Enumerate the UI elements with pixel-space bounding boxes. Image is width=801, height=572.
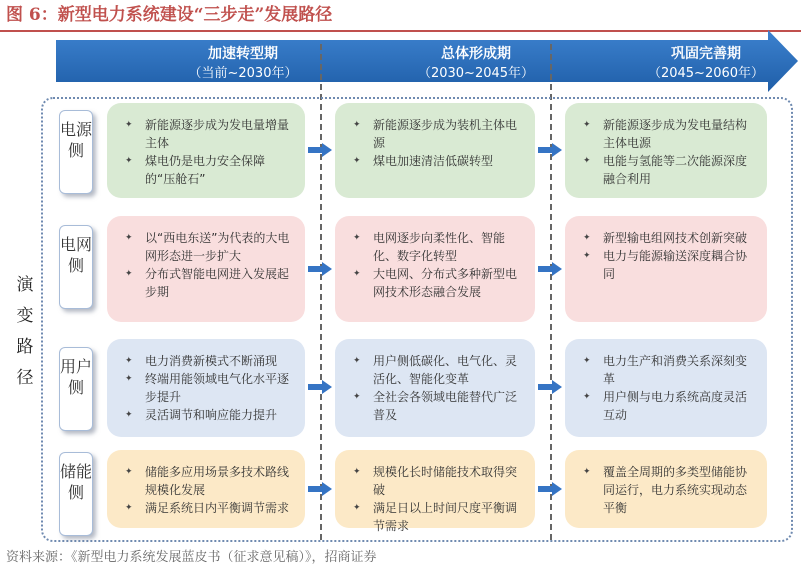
arrow-right-icon [308, 262, 332, 276]
list-item: ✦ 大电网、分布式多种新型电网技术形态融合发展 [351, 265, 521, 301]
list-item: ✦ 新能源逐步成为发电量增量主体 [123, 116, 291, 152]
cell-user-phase2 [335, 339, 535, 437]
cell-user-phase1 [107, 339, 305, 437]
list-item: ✦ 电网逐步向柔性化、智能化、数字化转型 [351, 229, 521, 265]
cell-grid-phase2 [335, 216, 535, 322]
phase-3 [616, 44, 796, 84]
cell-storage-phase3 [565, 450, 767, 528]
cell-grid-phase3 [565, 216, 767, 322]
list-item: ✦ 分布式智能电网进入发展起步期 [123, 265, 291, 301]
list-item: ✦ 煤电仍是电力安全保障的“压舱石” [123, 152, 291, 188]
cell-power-source-phase2 [335, 103, 535, 198]
list-item: ✦ 新能源逐步成为发电量结构主体电源 [581, 116, 753, 152]
phase-2-period: （2030~2045年） [417, 66, 535, 81]
list-item: ✦ 新型输电组网技术创新突破 [581, 229, 753, 247]
list-item: ✦ 全社会各领域电能替代广泛普及 [351, 388, 521, 424]
cell-storage-phase1 [107, 450, 305, 528]
phase-1-name: 加速转型期 [208, 46, 278, 62]
cell-power-source-phase1 [107, 103, 305, 198]
cell-grid-phase1 [107, 216, 305, 322]
list-item: ✦ 用户侧与电力系统高度灵活互动 [581, 388, 753, 424]
list-item: ✦ 终端用能领域电气化水平逐步提升 [123, 370, 291, 406]
list-item: ✦ 满足日以上时间尺度平衡调节需求 [351, 499, 521, 535]
phase-2 [386, 44, 566, 84]
list-item: ✦ 电力消费新模式不断涌现 [123, 352, 291, 370]
row-tag-power-source: 电源侧 [59, 110, 93, 194]
cell-power-source-phase3 [565, 103, 767, 198]
phase-3-name: 巩固完善期 [671, 46, 741, 62]
phase-3-period: （2045~2060年） [647, 66, 765, 81]
list-item: ✦ 以“西电东送”为代表的大电网形态进一步扩大 [123, 229, 291, 265]
list-item: ✦ 电力生产和消费关系深刻变革 [581, 352, 753, 388]
arrow-right-icon [538, 262, 562, 276]
figure-title: 图 6：新型电力系统建设“三步走”发展路径 [6, 5, 333, 25]
source-note: 资料来源：《新型电力系统发展蓝皮书（征求意见稿）》，招商证券 [6, 550, 377, 565]
arrow-right-icon [538, 380, 562, 394]
list-item: ✦ 满足系统日内平衡调节需求 [123, 499, 291, 517]
list-item: ✦ 电能与氢能等二次能源深度融合利用 [581, 152, 753, 188]
list-item: ✦ 规模化长时储能技术取得突破 [351, 463, 521, 499]
arrow-right-icon [308, 143, 332, 157]
phase-1-period: （当前~2030年） [188, 66, 298, 81]
list-item: ✦ 新能源逐步成为装机主体电源 [351, 116, 521, 152]
list-item: ✦ 煤电加速清洁低碳转型 [351, 152, 521, 170]
list-item: ✦ 用户侧低碳化、电气化、灵活化、智能化变革 [351, 352, 521, 388]
arrow-right-icon [538, 482, 562, 496]
row-tag-storage: 储能侧 [59, 452, 93, 536]
arrow-right-icon [308, 380, 332, 394]
side-label: 演变路径 [16, 275, 34, 388]
phase-2-name: 总体形成期 [441, 46, 511, 62]
list-item: ✦ 灵活调节和响应能力提升 [123, 406, 291, 424]
phase-1 [158, 44, 328, 84]
timeline-banner [56, 30, 798, 92]
list-item: ✦ 覆盖全周期的多类型储能协同运行，电力系统实现动态平衡 [581, 463, 753, 517]
row-tag-user: 用户侧 [59, 347, 93, 431]
cell-user-phase3 [565, 339, 767, 437]
list-item: ✦ 储能多应用场景多技术路线规模化发展 [123, 463, 291, 499]
cell-storage-phase2 [335, 450, 535, 533]
list-item: ✦ 电力与能源输送深度耦合协同 [581, 247, 753, 283]
arrow-right-icon [538, 143, 562, 157]
row-tag-grid: 电网侧 [59, 225, 93, 309]
arrow-right-icon [308, 482, 332, 496]
